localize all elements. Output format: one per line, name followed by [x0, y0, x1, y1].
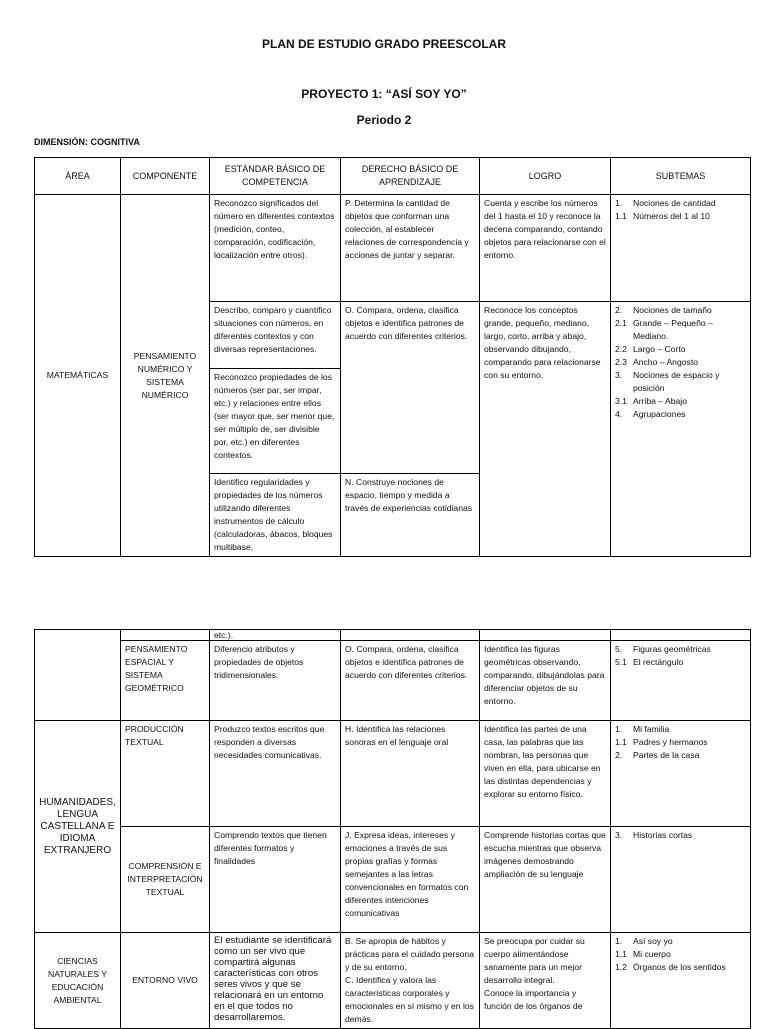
- list-item: 1. Nociones de cantidad: [615, 198, 716, 208]
- list-item: 1.1 Mi cuerpo: [615, 949, 671, 959]
- table-row: [35, 933, 751, 1029]
- header-component: COMPONENTE: [121, 158, 210, 195]
- subtemas-cell: [611, 933, 751, 1029]
- subtemas-cell: [611, 721, 751, 827]
- subtemas-cell-empty: [611, 630, 751, 641]
- logro-cell: Identifica las partes de una casa, las palabras que las nombran, las personas que viven en ella, para ubicarse en las distintas dependencias y explorar su entorno físico.: [480, 721, 611, 827]
- header-logro: LOGRO: [480, 158, 611, 195]
- dba-cell: B. Se apropia de hábitos y prácticas para el cuidado persona y de su entorno. C. Identifica y valora las características corporales y emocionales en sí mismo y en los demás.: [341, 933, 480, 1029]
- curriculum-table-page-2: [34, 629, 751, 1029]
- dba-cell: H. Identifica las relaciones sonoras en el lenguaje oral: [341, 721, 480, 827]
- standard-cell: Produzco textos escritos que responden a diversas necesidades comunicativas.: [210, 721, 341, 827]
- subtemas-list: [615, 643, 746, 669]
- subtemas-cell: [611, 641, 751, 721]
- list-item: 2.3 Ancho – Angosto: [615, 357, 698, 367]
- project-title: PROYECTO 1: “ASÍ SOY YO”: [301, 87, 467, 101]
- subtemas-list: [615, 829, 746, 842]
- logro-cell: Comprende historias cortas que escucha mientras que observa imágenes demostrando ampliación de su lenguaje: [480, 827, 611, 933]
- list-item: 5. Figuras geométricas: [615, 644, 711, 654]
- logro-cell: Identifica las figuras geométricas observando, comparando, dibujándolas para diferenciar objetos de su entorno.: [480, 641, 611, 721]
- dba-cell: N. Construye nociones de espacio, tiempo y medida a través de experiencias cotidianas: [341, 474, 480, 557]
- header-standard: ESTÁNDAR BÁSICO DE COMPETENCIA: [210, 158, 341, 195]
- subtemas-cell: [611, 195, 751, 302]
- list-item: 3. Nociones de espacio y posición: [615, 370, 720, 393]
- component-cell: COMPRENSIÓN E INTERPRETACIÓN TEXTUAL: [121, 827, 210, 933]
- period-title: Periodo 2: [356, 113, 412, 127]
- dba-cell: P. Determina la cantidad de objetos que conforman una colección, al establecer relaciones de correspondencia y acciones de juntar y separar.: [341, 195, 480, 302]
- component-cell: PRODUCCIÓN TEXTUAL: [121, 721, 210, 827]
- header-area: ÁREA: [35, 158, 121, 195]
- list-item: 1.1 Padres y hermanos: [615, 737, 708, 747]
- curriculum-table-page-1: [34, 157, 751, 557]
- standard-cell: Describo, comparo y cuantifico situaciones con números, en diferentes contextos y con diversas representaciones.: [210, 302, 341, 369]
- document-title: PLAN DE ESTUDIO GRADO PREESCOLAR: [261, 37, 507, 51]
- dba-cell-empty: [341, 630, 480, 641]
- table-row: [35, 641, 751, 721]
- table-header-row: [35, 158, 751, 195]
- component-cell-empty: [121, 630, 210, 641]
- dba-cell: J. Expresa ideas, intereses y emociones a través de sus propias grafías y formas semejantes a las letras convencionales en formatos con diferentes intenciones comunicativas: [341, 827, 480, 933]
- standard-continuation: etc.).: [210, 630, 341, 641]
- list-item: 2.2 Largo – Corto: [615, 344, 686, 354]
- component-cell: PENSAMIENTO ESPACIAL Y SISTEMA GEOMÉTRICO: [121, 641, 210, 721]
- standard-cell: Comprendo textos que tienen diferentes formatos y finalidades: [210, 827, 341, 933]
- dba-cell: O. Compara, ordena, clasifica objetos e identifica patrones de acuerdo con diferentes criterios.: [341, 641, 480, 721]
- component-cell: ENTORNO VIVO: [121, 933, 210, 1029]
- logro-cell: Reconoce los conceptos grande, pequeño, mediano, largo, corto, arriba y abajo, observando dibujando, comparando para relacionarse con su entorno.: [480, 302, 611, 557]
- table-row: [35, 721, 751, 827]
- standard-cell: El estudiante se identificará como un ser vivo que compartirá algunas características con otros seres vivos y que se relacionará en un entorno en el que todos no desarrollaremos.: [210, 933, 341, 1029]
- area-cell: CIENCIAS NATURALES Y EDUCACIÓN AMBIENTAL: [35, 933, 121, 1029]
- dimension-label: DIMENSIÓN: COGNITIVA: [34, 137, 140, 147]
- list-item: 2. Nociones de tamaño: [615, 305, 712, 315]
- area-cell-empty: [35, 630, 121, 721]
- subtemas-list: [615, 723, 746, 762]
- logro-cell: Cuenta y escribe los números del 1 hasta el 10 y reconoce la decena comparando, contando objetos para relacionarse con el entorno.: [480, 195, 611, 302]
- subtemas-list: [615, 935, 746, 974]
- subtemas-cell: [611, 302, 751, 557]
- standard-cell: Reconozco significados del número en diferentes contextos (medición, conteo, comparación, codificación, localización entre otros).: [210, 195, 341, 302]
- table-row: [35, 630, 751, 641]
- list-item: 5.1 El rectángulo: [615, 657, 684, 667]
- list-item: 1. Mi familia: [615, 724, 670, 734]
- list-item: 1. Así soy yo: [615, 936, 673, 946]
- list-item: 3. Historias cortas: [615, 830, 693, 840]
- subtemas-cell: [611, 827, 751, 933]
- standard-cell: Diferencio atributos y propiedades de objetos tridimensionales.: [210, 641, 341, 721]
- subtemas-list: [615, 197, 746, 223]
- standard-cell: Reconozco propiedades de los números (ser par, ser impar, etc.) y relaciones entre ellos (ser mayor que, ser menor que, ser múltiplo de, ser divisible por, etc.) en diferentes contextos.: [210, 369, 341, 474]
- table-row: [35, 195, 751, 302]
- list-item: 2. Partes de la casa: [615, 750, 700, 760]
- subtemas-list: [615, 304, 746, 421]
- list-item: 1.2 Órganos de los sentidos: [615, 962, 726, 972]
- list-item: 2.1 Grande – Pequeño – Mediano.: [615, 318, 713, 341]
- list-item: 4. Agrupaciones: [615, 409, 686, 419]
- table-row: [35, 827, 751, 933]
- area-cell: MATEMÁTICAS: [35, 195, 121, 557]
- logro-cell: Se preocupa por cuidar su cuerpo alimentándose sanamente para un mejor desarrollo integral. Conoce la importancia y función de los órganos de: [480, 933, 611, 1029]
- header-dba: DERECHO BÁSICO DE APRENDIZAJE: [341, 158, 480, 195]
- dba-cell: O. Compara, ordena, clasifica objetos e identifica patrones de acuerdo con diferentes criterios.: [341, 302, 480, 474]
- list-item: 1.1 Números del 1 al 10: [615, 211, 710, 221]
- area-cell: HUMANIDADES, LENGUA CASTELLANA E IDIOMA EXTRANJERO: [35, 721, 121, 933]
- component-cell: PENSAMIENTO NUMÉRICO Y SISTEMA NUMÉRICO: [121, 195, 210, 557]
- header-subtemas: SUBTEMAS: [611, 158, 751, 195]
- logro-cell-empty: [480, 630, 611, 641]
- standard-cell: Identifico regularidades y propiedades de los números utilizando diferentes instrumentos de cálculo (calculadoras, ábacos, bloques multibase,: [210, 474, 341, 557]
- list-item: 3.1 Arriba – Abajo: [615, 396, 687, 406]
